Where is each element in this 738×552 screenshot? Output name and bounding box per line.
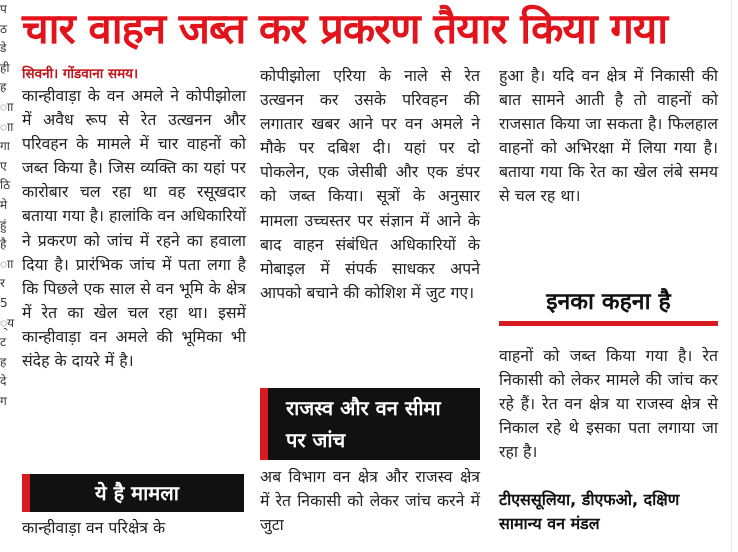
strip-char: हुं <box>0 217 7 232</box>
official-signature: टीएससूलिया, डीएफओ, दक्षिण सामान्य वन मंडल <box>499 490 680 533</box>
strip-char: गा <box>0 139 10 154</box>
strip-char: ह <box>0 80 7 95</box>
headline: चार वाहन जब्त कर प्रकरण तैयार किया गया <box>22 4 668 53</box>
strip-char: 5 <box>0 295 8 310</box>
dateline: सिवनी। गोंडवाना समय। <box>22 66 139 82</box>
subhead-inka-kahna-hai: इनका कहना है <box>499 282 718 326</box>
quote-text: वाहनों को जब्त किया गया है। रेत निकासी को लेकर मामले की जांच कर रहे हैं। रेत वन क्षेत्र या राजस्व क्षेत्र से निकाल रहे थे इसका पता लगाया जा रहा है। <box>499 346 718 462</box>
official-quote <box>499 344 718 464</box>
strip-char: दे <box>0 374 7 389</box>
page-edge <box>731 0 738 552</box>
strip-char: ाा <box>0 256 14 271</box>
column-1-continuation: कान्हीवाड़ा वन परिक्षेत्र के <box>22 518 166 537</box>
subhead-rajasv-van-seema: राजस्व और वन सीमा पर जांच <box>260 388 480 460</box>
column-1-text: कान्हीवाड़ा के वन अमले ने कोपीझोला में अवैध रूप से रेत उत्खनन और परिवहन के मामले में चार वाहनों को जब्त किया है। जिस व्यक्ति का यहां पर कारोबार चल रहा था वह रसूखदार बताया गया है। हालांकि वन अधिकारियों ने प्रकरण को जांच में रहने का हवाला दिया है। प्रारंभिक जांच में पता लगा है कि पिछले एक साल से वन भूमि के क्षेत्र में रेत का खेल चल रहा था। इसमें कान्हीवाड़ा वन अमले की भूमिका भी संदेह के दायरे में है। <box>22 86 246 371</box>
strip-char: प <box>0 2 7 16</box>
strip-char: ट <box>0 335 7 350</box>
strip-char: ्य <box>0 315 15 330</box>
article-column-1 <box>22 64 246 373</box>
strip-char: ए <box>0 158 7 173</box>
strip-char: ही <box>0 60 10 75</box>
strip-char: ठि <box>0 178 11 193</box>
adjacent-column-strip <box>0 0 16 552</box>
article-column-3 <box>499 64 718 209</box>
strip-char: र <box>0 276 5 291</box>
strip-char: ह <box>0 354 7 369</box>
strip-char: है <box>0 237 7 252</box>
column-2-text: कोपीझोला एरिया के नाले से रेत उत्खनन कर उसके परिवहन की लगातार खबर आने पर वन अमले ने मौके पर दबिश दी। यहां पर दो पोकलेन, एक जेसीबी और एक डंपर को जब्त किया। सूत्रों के अनुसार मामला उच्चस्तर पर संज्ञान में आने के बाद वाहन संबंधित अधिकारियों के मोबाइल में संपर्क साधकर अपने आपको बचाने की कोशिश में जुट गए। <box>260 66 480 302</box>
column-3-text: हुआ है। यदि वन क्षेत्र में निकासी की बात सामने आती है तो वाहनों को राजसात किया जा सकता है। फिलहाल वाहनों को अभिरक्षा में लिया गया है। बताया गया कि रेत का खेल लंबे समय से चल रह था। <box>499 66 718 206</box>
strip-char: ठ <box>0 21 7 36</box>
article-column-2 <box>260 64 480 305</box>
strip-char: ाा <box>0 99 14 114</box>
strip-char: डे <box>0 41 7 56</box>
subhead-ye-hai-mamla: ये है मामला <box>22 474 244 512</box>
column-2-continuation: अब विभाग वन क्षेत्र और राजस्व क्षेत्र में रेत निकासी को लेकर जांच करने में जुटा <box>260 467 480 535</box>
strip-char: मे <box>0 197 8 212</box>
strip-char: ाा <box>0 119 14 134</box>
strip-char: ग <box>0 393 7 408</box>
